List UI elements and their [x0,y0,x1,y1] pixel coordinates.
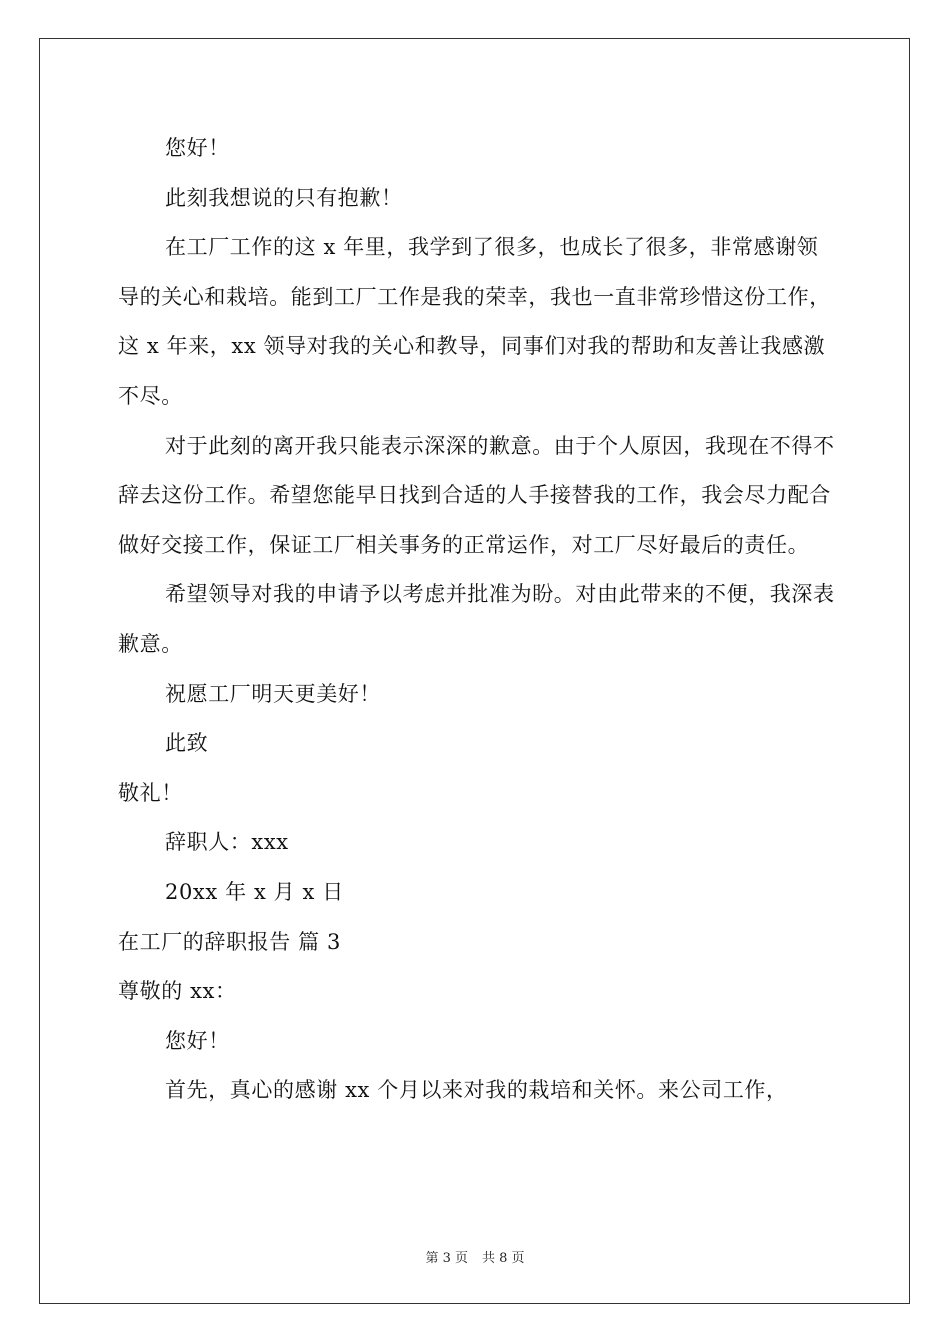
wish-line: 祝愿工厂明天更美好！ [165,681,381,706]
document-body [118,124,836,1116]
closing-zhizhi: 此致 [165,731,209,756]
section-heading: 在工厂的辞职报告 篇 3 [118,929,341,954]
signature-date: 20xx 年 x 月 x 日 [165,879,344,904]
signature-name: 辞职人：xxx [165,830,289,855]
page-number: 第 3 页 [425,1251,468,1266]
paragraph-request: 希望领导对我的申请予以考虑并批准为盼。对由此带来的不便，我深表歉意。 [118,582,835,656]
paragraph-reason: 对于此刻的离开我只能表示深深的歉意。由于个人原因，我现在不得不辞去这份工作。希望您能早日找到合适的人手接替我的工作，我会尽力配合做好交接工作，保证工厂相关事务的正常运作，对工厂尽好最后的责任。 [118,433,835,557]
paragraph-gratitude: 在工厂工作的这 x 年里，我学到了很多，也成长了很多，非常感谢领导的关心和栽培。能到工厂工作是我的荣幸，我也一直非常珍惜这份工作，这 x 年来，xx 领导对我的关心和教导，同事们对我的帮助和友善让我感激不尽。 [118,235,831,408]
greeting-2: 您好！ [165,1028,230,1053]
greeting: 您好！ [165,136,230,160]
closing-jingli: 敬礼！ [118,780,183,805]
paragraph-thanks: 首先，真心的感谢 xx 个月以来对我的栽培和关怀。来公司工作， [165,1078,788,1103]
salutation: 尊敬的 xx： [118,979,237,1004]
page-total: 共 8 页 [482,1251,525,1266]
apology-line: 此刻我想说的只有抱歉！ [165,185,403,210]
page-footer [0,1247,950,1266]
